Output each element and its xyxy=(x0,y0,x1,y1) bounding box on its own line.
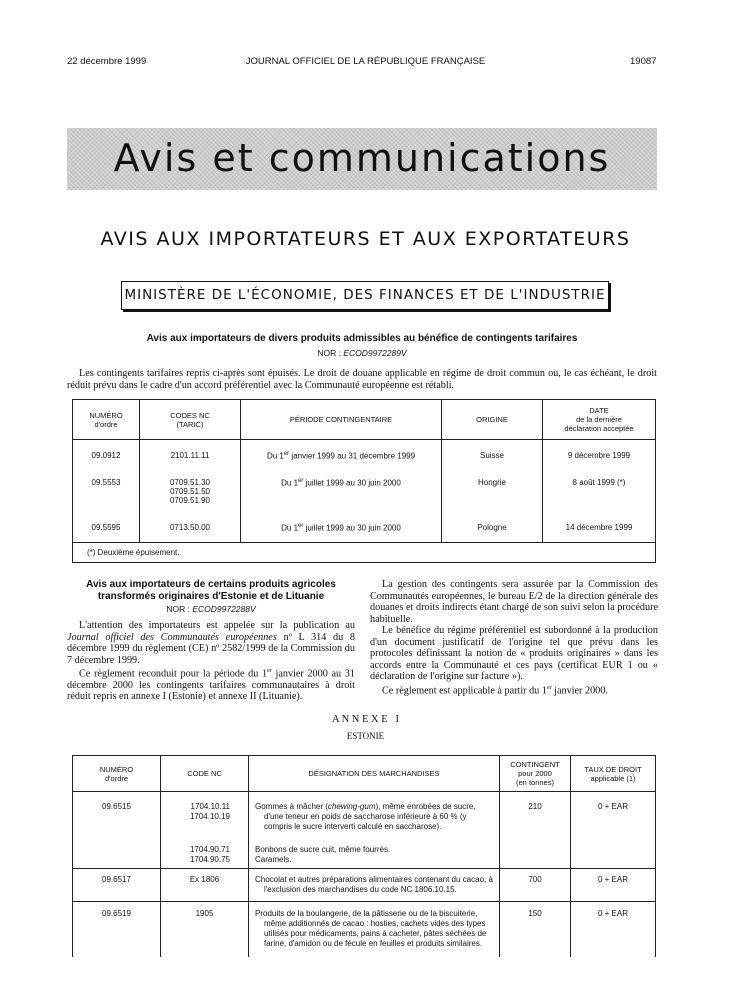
row-codes: 1905 xyxy=(161,902,249,958)
row-taux: 0 + EAR xyxy=(571,902,656,958)
notice1-intro xyxy=(67,368,657,391)
table-row xyxy=(73,902,656,958)
code-item: 1704.90.71 xyxy=(189,845,230,854)
designation-item xyxy=(255,802,493,845)
nor-code: ECOD9972288V xyxy=(192,604,256,614)
col-numero: NUMÉRO d'ordre xyxy=(73,756,161,792)
banner-title: Avis et communications xyxy=(113,136,611,180)
col-date: DATE de la dernière déclaration acceptée xyxy=(543,400,656,440)
designation-text: Gommes à mâcher ( xyxy=(255,802,328,811)
annex-country: ESTONIE xyxy=(346,731,385,741)
row-codes xyxy=(161,792,249,869)
row-date: 8 août 1999 (*) xyxy=(543,468,656,515)
row-contingent: 210 xyxy=(500,792,571,869)
row-taux: 0 + EAR xyxy=(571,869,656,902)
notice2-para2: Ce règlement reconduit pour la période du 1er janvier 2000 au 31 décembre 2000 les contingents tarifaires communautaires à droit réduit repris en annexe I (Estonie) et annexe II (Lituanie). xyxy=(67,668,355,703)
row-numero: 09.6515 xyxy=(73,792,161,869)
para1-text-a: L'attention des importateurs est appelée sur la publication au xyxy=(79,620,355,631)
code-item: 1704.90.75 xyxy=(189,855,230,864)
row-origine: Pologne xyxy=(442,515,543,543)
row-designation xyxy=(249,792,500,869)
notice1-intro-text: Les contingents tarifaires repris ci-après sont épuisés. Le droit de douane applicable en régime de droit commun ou, le cas échéant, le droit réduit prévu dans le cadre d'un accord préférentiel avec la Communauté européenne est rétabli. xyxy=(67,368,657,391)
nor-label: NOR : xyxy=(317,348,341,358)
annex-table-header xyxy=(73,756,656,792)
col-codes: CODES NC (TARIC) xyxy=(140,400,241,440)
table-row xyxy=(73,468,656,515)
row-codes: 0709.51.30 0709.51.50 0709.51.90 xyxy=(140,468,241,515)
table-row xyxy=(73,869,656,902)
notice1-title: Avis aux importateurs de divers produits admissibles au bénéfice de contingents tarifaires xyxy=(146,333,578,344)
row-origine: Hongrie xyxy=(442,468,543,515)
quota-table xyxy=(72,399,656,563)
row-contingent: 150 xyxy=(500,902,571,958)
notice2-title: Avis aux importateurs de certains produits agricoles transformés originaires d'Estonie et de Lituanie xyxy=(86,579,336,602)
row-numero: 09.0912 xyxy=(73,440,140,468)
para1-text-b: nº L 314 du 8 décembre 1999 du règlement (CE) nº 2582/1999 de la Commission du 7 décembre 1999. xyxy=(67,631,355,666)
col-designation: DÉSIGNATION DES MARCHANDISES xyxy=(249,756,500,792)
col-periode: PÉRIODE CONTINGENTAIRE xyxy=(241,400,442,440)
notice2-left-column xyxy=(67,620,355,703)
table-footnote-row xyxy=(73,543,656,563)
row-periode: Du 1er juillet 1999 au 30 juin 2000 xyxy=(241,515,442,543)
row-numero: 09.6517 xyxy=(73,869,161,902)
row-origine: Suisse xyxy=(442,440,543,468)
col-origine: ORIGINE xyxy=(442,400,543,440)
notice1-nor xyxy=(67,348,657,358)
row-codes: Ex 1806 xyxy=(161,869,249,902)
annex-table xyxy=(72,755,656,957)
section-title: AVIS AUX IMPORTATEURS ET AUX EXPORTATEURS xyxy=(100,228,631,250)
banner xyxy=(67,128,657,190)
table-row xyxy=(73,440,656,468)
row-numero: 09.5595 xyxy=(73,515,140,543)
row-designation: Produits de la boulangerie, de la pâtisserie ou de la biscuiterie, même additionnés de cacao : hosties, cachets vides des types utilisés pour médicaments, pains à cacheter, pâtes séchées de farine, d'amidon ou de fécule en feuilles et produits similaires. xyxy=(249,902,500,958)
designation-item: Bonbons de sucre cuit, même fourrés. xyxy=(255,845,391,854)
notice2-para1 xyxy=(67,620,355,666)
designation-italic: chewing-gum xyxy=(327,802,376,811)
row-codes: 2101.11.11 xyxy=(140,440,241,468)
row-periode: Du 1er janvier 1999 au 31 décembre 1999 xyxy=(241,440,442,468)
code-item: 1704.10.11 1704.10.19 xyxy=(189,802,230,821)
notice2-right-column xyxy=(370,579,658,696)
col-code: CODE NC xyxy=(161,756,249,792)
notice2-para3: La gestion des contingents sera assurée par la Commission des Communautés européennes, le bureau E/2 de la direction générale des douanes et droits indirects étant chargé de son suivi selon la procédure habituelle. xyxy=(370,579,658,625)
nor-label: NOR : xyxy=(166,604,190,614)
row-designation: Chocolat et autres préparations alimentaires contenant du cacao, à l'exclusion des marchandises du code NC 1806.10.15. xyxy=(249,869,500,902)
quota-table-header xyxy=(73,400,656,440)
table-footnote: (*) Deuxième épuisement. xyxy=(73,543,656,563)
header-page-number: 19087 xyxy=(630,56,657,67)
row-codes: 0713.50.00 xyxy=(140,515,241,543)
col-numero: NUMÉRO d'ordre xyxy=(73,400,140,440)
notice2-nor xyxy=(67,604,355,614)
table-row xyxy=(73,515,656,543)
header-date: 22 décembre 1999 xyxy=(67,56,147,67)
annex-title: A N N E X E I xyxy=(331,714,400,725)
col-taux: TAUX DE DROIT applicable (1) xyxy=(571,756,656,792)
row-date: 14 décembre 1999 xyxy=(543,515,656,543)
row-date: 9 décembre 1999 xyxy=(543,440,656,468)
nor-code: ECOD9972289V xyxy=(343,348,407,358)
designation-text: ), même enrobées de sucre, d'une teneur en poids de saccharose inférieure à 60 % (y compris le sucre interverti calculé en saccharose). xyxy=(264,802,476,831)
ministry-box: MINISTÈRE DE L'ÉCONOMIE, DES FINANCES ET DE L'INDUSTRIE xyxy=(121,281,609,310)
para1-journal: Journal officiel des Communautés européennes xyxy=(67,631,277,643)
header-journal: JOURNAL OFFICIEL DE LA RÉPUBLIQUE FRANÇAISE xyxy=(245,56,486,67)
designation-item: Caramels. xyxy=(255,855,292,864)
row-periode: Du 1er juillet 1999 au 30 juin 2000 xyxy=(241,468,442,515)
notice2-para5: Ce règlement est applicable à partir du 1er janvier 2000. xyxy=(382,684,608,696)
notice2-para4: Le bénéfice du régime préférentiel est subordonné à la production d'un document justificatif de l'origine tel que prévu dans les protocoles définissant la notion de « produits originaires » dans les accords entre la Communauté et ces pays (certificat EUR 1 ou « déclaration de l'origine sur facture »). xyxy=(370,625,658,682)
row-contingent: 700 xyxy=(500,869,571,902)
table-row xyxy=(73,792,656,869)
col-contingent: CONTINGENT pour 2000 (en tonnes) xyxy=(500,756,571,792)
row-taux: 0 + EAR xyxy=(571,792,656,869)
row-numero: 09.6519 xyxy=(73,902,161,958)
row-numero: 09.5553 xyxy=(73,468,140,515)
